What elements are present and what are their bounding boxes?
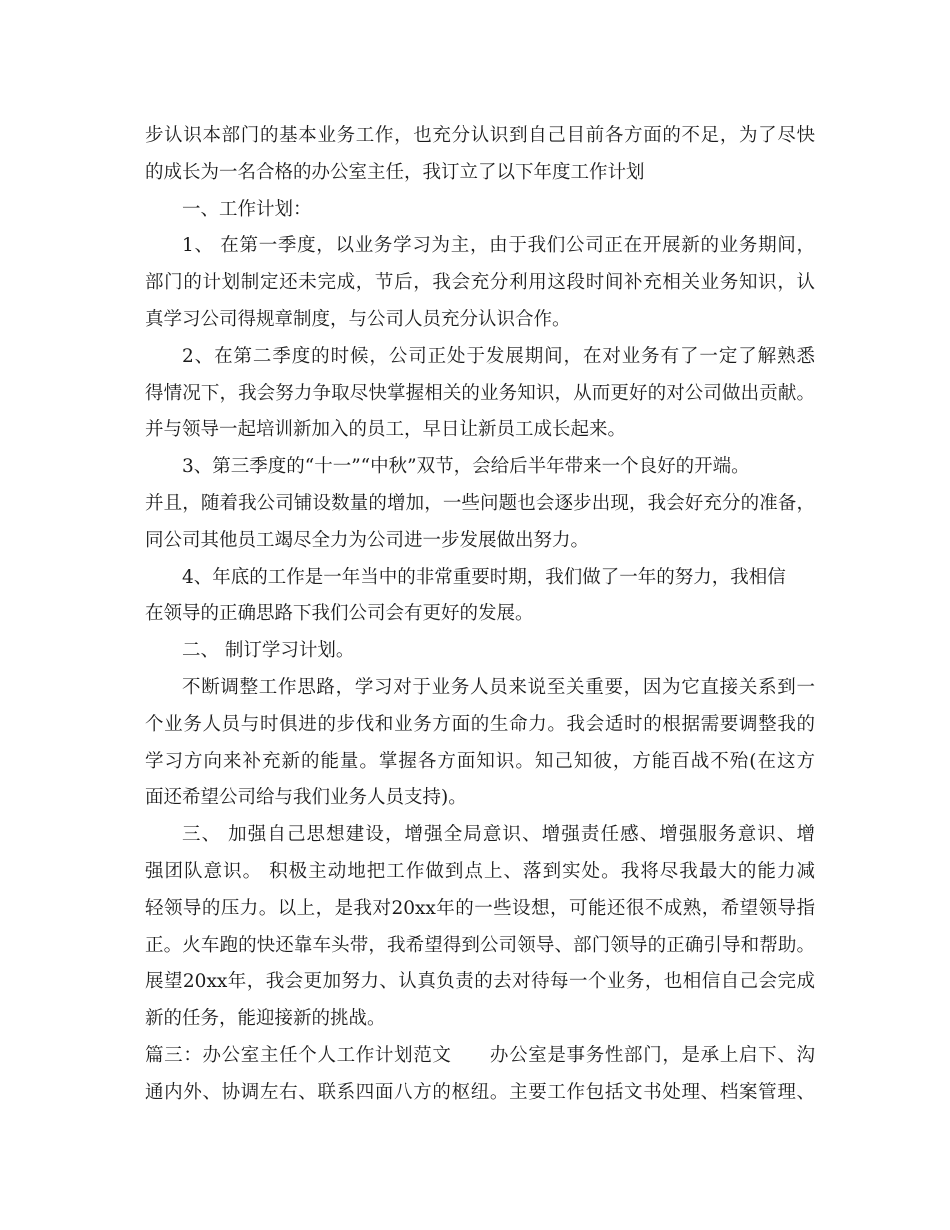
text-line: 强团队意识。 积极主动地把工作做到点上、落到实处。我将尽我最大的能力减 [145,860,815,882]
text-line: 在领导的正确思路下我们公司会有更好的发展。 [145,603,534,625]
text-line: 学习方向来补充新的能量。掌握各方面知识。知己知彼，方能百战不殆(在这方 [145,750,815,772]
text-line: 真学习公司得规章制度，与公司人员充分认识合作。 [145,308,571,330]
text-line: 通内外、协调左右、联系四面八方的枢纽。主要工作包括文书处理、档案管理、 [145,1081,815,1103]
text-line: 面还希望公司给与我们业务人员支持)。 [145,787,467,809]
text-line: 正。火车跑的快还靠车头带，我希望得到公司领导、部门领导的正确引导和帮助。 [145,934,815,956]
text-line: 二、 制订学习计划。 [182,640,355,662]
text-line: 得情况下，我会努力争取尽快掌握相关的业务知识，从而更好的对公司做出贡献。 [145,382,815,404]
text-line: 部门的计划制定还未完成，节后，我会充分利用这段时间补充相关业务知识，认 [145,272,815,294]
text-line: 轻领导的压力。以上，是我对20xx年的一些设想，可能还很不成熟，希望领导指 [145,897,815,919]
text-line: 并且，随着我公司铺设数量的增加，一些问题也会逐步出现，我会好充分的准备， [145,492,815,514]
text-line: 的成长为一名合格的办公室主任，我订立了以下年度工作计划 [145,161,645,183]
document-body [145,118,815,1112]
text-line: 并与领导一起培训新加入的员工，早日让新员工成长起来。 [145,419,627,441]
text-line: 个业务人员与时俱进的步伐和业务方面的生命力。我会适时的根据需要调整我的 [145,713,815,735]
text-line: 3、第三季度的“十一”“中秋”双节，会给后半年带来一个良好的开端。 [182,456,750,478]
text-line: 篇三：办公室主任个人工作计划范文 办公室是事务性部门，是承上启下、沟 [145,1044,815,1066]
text-line: 1、 在第一季度，以业务学习为主，由于我们公司正在开展新的业务期间， [182,235,815,257]
text-line: 2、在第二季度的时候，公司正处于发展期间，在对业务有了一定了解熟悉 [182,345,815,367]
text-line: 三、 加强自己思想建设，增强全局意识、增强责任感、增强服务意识、增 [182,824,815,846]
text-line: 新的任务，能迎接新的挑战。 [145,1008,386,1030]
text-line: 一、工作计划： [182,198,312,220]
text-line: 不断调整工作思路，学习对于业务人员来说至关重要，因为它直接关系到一 [182,676,815,698]
text-line: 4、年底的工作是一年当中的非常重要时期，我们做了一年的努力，我相信 [182,566,786,588]
text-line: 步认识本部门的基本业务工作，也充分认识到自己目前各方面的不足，为了尽快 [145,125,815,146]
text-line: 展望20xx年，我会更加努力、认真负责的去对待每一个业务，也相信自己会完成 [145,971,815,993]
text-line: 同公司其他员工竭尽全力为公司进一步发展做出努力。 [145,529,590,551]
